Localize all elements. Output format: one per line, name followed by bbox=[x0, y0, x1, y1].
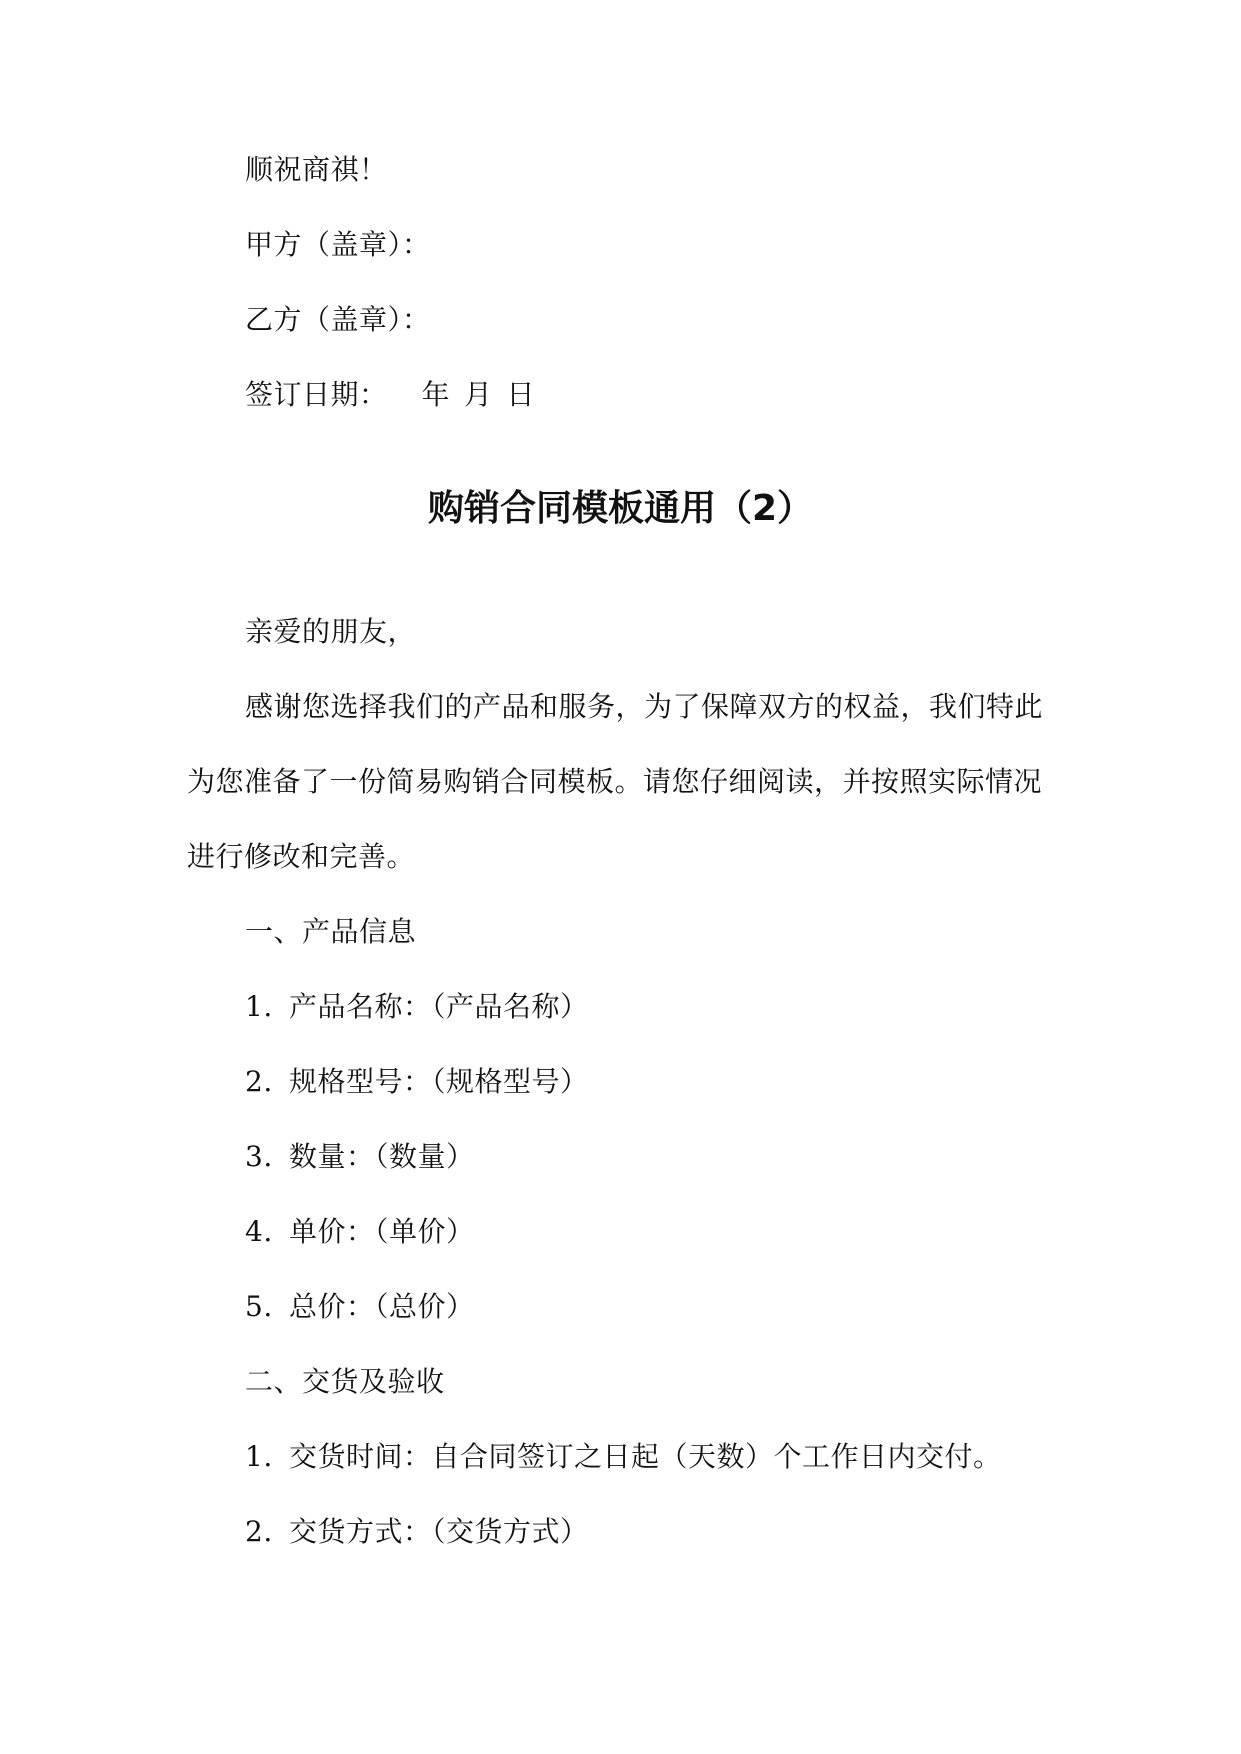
list-item-number: 3. bbox=[245, 1140, 273, 1173]
list-item-text: 规格型号：（规格型号） bbox=[289, 1065, 589, 1098]
list-item bbox=[245, 1062, 589, 1102]
list-item-number: 5. bbox=[245, 1290, 273, 1323]
list-item-number: 2. bbox=[245, 1515, 273, 1548]
list-item bbox=[245, 987, 589, 1027]
greeting: 亲爱的朋友， bbox=[245, 615, 417, 648]
list-item-text: 数量：（数量） bbox=[289, 1140, 475, 1173]
list-item-text: 交货时间：自合同签订之日起（天数）个工作日内交付。 bbox=[289, 1440, 1002, 1473]
list-item bbox=[245, 1287, 475, 1327]
sign-date-label: 签订日期： bbox=[245, 378, 388, 411]
list-item bbox=[245, 1512, 589, 1552]
section-heading-delivery: 二、交货及验收 bbox=[245, 1365, 445, 1398]
sign-date-month: 月 bbox=[464, 378, 493, 411]
sign-date bbox=[245, 375, 535, 415]
sign-date-year: 年 bbox=[421, 378, 451, 411]
list-item-number: 2. bbox=[245, 1065, 273, 1098]
list-item-number: 1. bbox=[245, 1440, 273, 1473]
list-item bbox=[245, 1437, 1002, 1477]
closing-regards: 顺祝商祺！ bbox=[245, 153, 388, 186]
list-item-text: 总价：（总价） bbox=[289, 1290, 475, 1323]
party-b-seal: 乙方（盖章）： bbox=[245, 303, 431, 336]
intro-line-1: 感谢您选择我们的产品和服务，为了保障双方的权益，我们特此 bbox=[245, 690, 1044, 723]
list-item-number: 1. bbox=[245, 990, 273, 1023]
party-a-seal: 甲方（盖章）： bbox=[245, 228, 431, 261]
list-item-text: 产品名称：（产品名称） bbox=[289, 990, 589, 1023]
document-title: 购销合同模板通用（2） bbox=[427, 488, 814, 529]
section-heading-product-info: 一、产品信息 bbox=[245, 915, 417, 948]
sign-date-day: 日 bbox=[506, 378, 536, 411]
list-item-text: 单价：（单价） bbox=[289, 1215, 475, 1248]
intro-line-2: 为您准备了一份简易购销合同模板。请您仔细阅读，并按照实际情况 bbox=[187, 765, 1043, 798]
intro-line-3: 进行修改和完善。 bbox=[187, 840, 416, 873]
list-item-text: 交货方式：（交货方式） bbox=[289, 1515, 589, 1548]
list-item bbox=[245, 1137, 475, 1177]
list-item bbox=[245, 1212, 475, 1252]
list-item-number: 4. bbox=[245, 1215, 273, 1248]
